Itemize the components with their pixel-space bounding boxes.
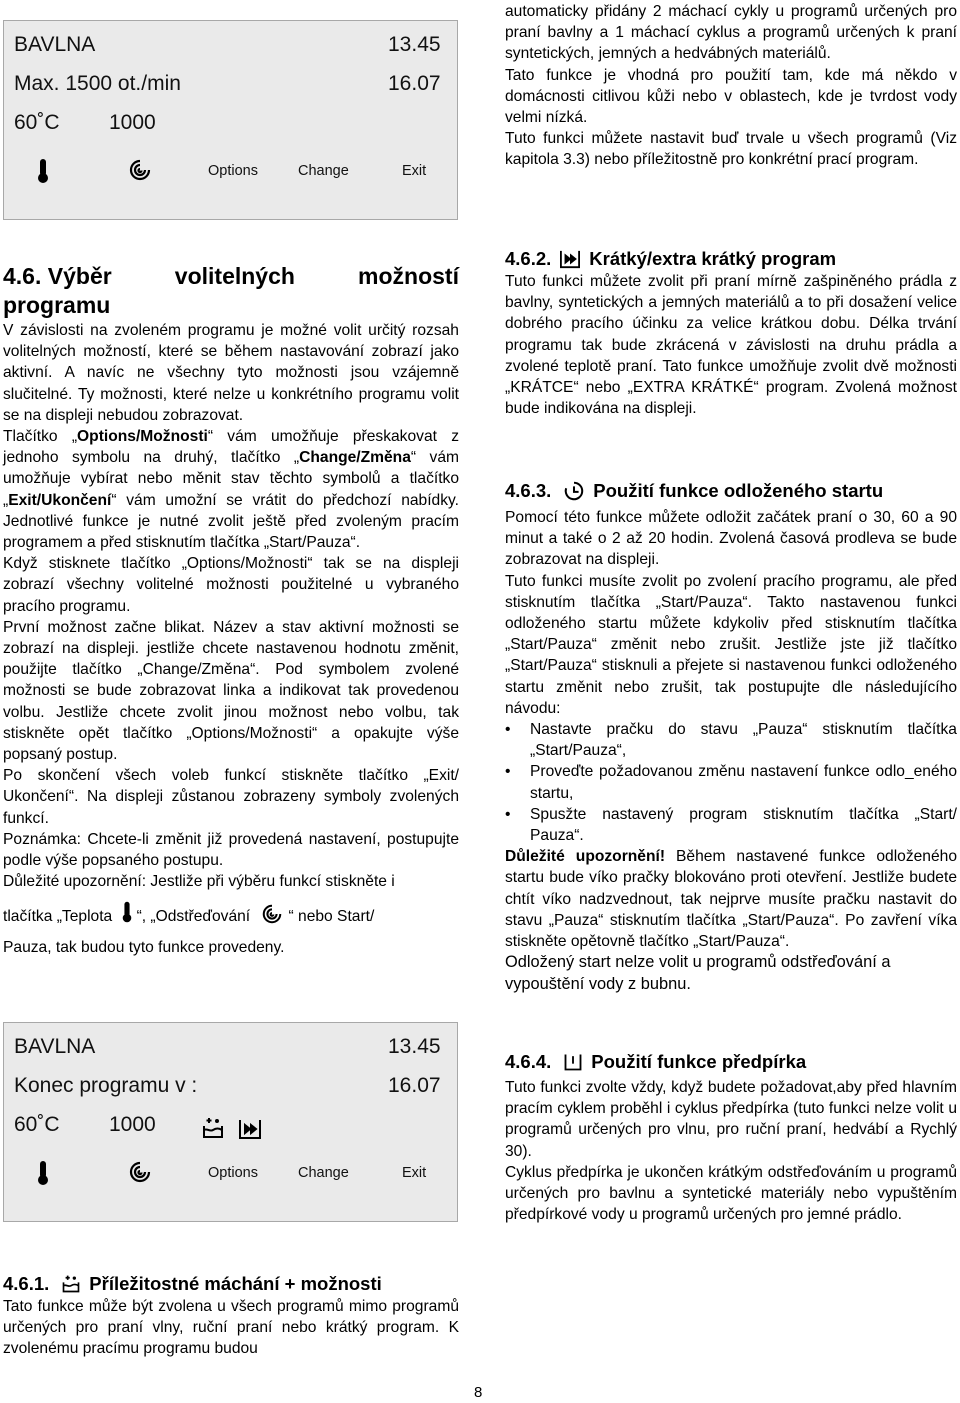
short-program-icon [559, 249, 581, 269]
subsection-title: 4.6.1. Příležitostné máchání + možnosti [3, 1273, 382, 1294]
rinse-plus-icon [61, 1274, 81, 1294]
display-temp: 60˚C [14, 111, 60, 134]
paragraph: Tuto funkci můžete nastavit buď trvale u všech programů (Viz kapitola 3.3) nebo příležitostně pro konkrétní prací program. [505, 130, 957, 169]
thermometer-icon[interactable] [36, 1160, 50, 1191]
display-panel-1 [3, 20, 458, 220]
section-4-6 [3, 262, 459, 961]
display-program: BAVLNA [14, 33, 96, 56]
list-item: • Nastavte pračku do stavu „Pauza“ stisknutím tlačítka „Start/Pauza“, [505, 721, 957, 760]
section-number: 4.6. [3, 263, 42, 289]
subsection-title: 4.6.4. Použití funkce předpírka [505, 1051, 807, 1072]
page-number: 8 [474, 1384, 483, 1401]
section-4-6-3 [505, 479, 957, 995]
paragraph: Důležité upozornění: Jestliže při výběru funkcí stiskněte i [3, 873, 395, 891]
section-title-word: Výběr [47, 263, 112, 289]
display-program: BAVLNA [14, 1035, 96, 1058]
display-speed: Max. 1500 ot./min [14, 72, 181, 95]
list-item: • Spusžte nastavený program stisknutím tlačítka „Start/ Pauza“. [505, 805, 957, 845]
paragraph: Cyklus předpírka je ukončen krátkým odstřeďováním u programů určených pro bavlnu a syntetické materiály nebo vypuštěním předpírkové vody u programů určených pro jemné prádlo. [505, 1163, 957, 1224]
section-title-word: volitelných [174, 263, 295, 289]
subsection-title: 4.6.3. Použití funkce odloženého startu [505, 480, 884, 501]
exit-button[interactable]: Exit [402, 163, 427, 179]
thermometer-icon [121, 900, 133, 933]
paragraph: tlačítka „Teplota “, „Odstřeďování “ nebo Start/ Pauza, tak budou tyto funkce provedeny. [3, 900, 459, 961]
display-temp: 60˚C [14, 1113, 60, 1136]
paragraph: Tato funkce může být zvolena u všech programů mimo programů určených pro praní vlny, ruční praní nebo krátký program. K zvolenému pracímu programu budou [3, 1298, 459, 1358]
display-panel-2 [3, 1022, 458, 1222]
prewash-icon [563, 1052, 583, 1072]
paragraph: Odložený start nelze volit u programů odstřeďování a vypouštění vody z bubnu. [505, 953, 891, 993]
display-status: Konec programu v : [14, 1074, 198, 1097]
options-button[interactable]: Options [208, 1165, 258, 1181]
spin-icon[interactable] [128, 1160, 152, 1189]
rinse-plus-icon [201, 1116, 225, 1145]
steps-list [505, 719, 957, 846]
paragraph: Poznámka: Chcete-li změnit již provedená nastavení, postupujte podle výše popsaného postupu. [3, 830, 459, 870]
display-spin: 1000 [109, 111, 156, 134]
display-time2: 16.07 [388, 1074, 441, 1097]
paragraph: Tato funkce je vhodná pro použití tam, kde má někdo v domácnosti citlivou kůži nebo v oblastech, kde je tvrdost vody velmi nízká. [505, 66, 957, 127]
paragraph: Tuto funkci zvolte vždy, když budete požadovat,aby před hlavním pracím cyklem proběhl i cyklus předpírka (tuto funkci nelze volit u programů určených pro vlnu, pro ruční praní, hedvábí a Rychlý 30). [505, 1079, 957, 1160]
paragraph: Pomocí této funkce můžete odložit začátek praní o 30, 60 a 90 minut a také o 2 až 20 hodin. Zvolená časová prodleva se bude zobrazovat na displeji. [505, 509, 957, 569]
paragraph: Tuto funkci můžete zvolit při praní mírně zašpiněného prádla z bavlny, syntetických a jemných materiálů a to při dosažení velice dobrého pracího účinku za velice krátkou dobu. Délka trvání programu tak bude zkrácená v závislosti na druhu prádla a zvolené teplotě praní. Tato funkce umožňuje zvolit dvě možnosti „KRÁTCE“ nebo „EXTRA KRÁTKÉ“ program. Zvolená možnost bude indikována na displeji. [505, 273, 957, 418]
display-time1: 13.45 [388, 1035, 441, 1058]
paragraph: Po skončení všech voleb funkcí stiskněte tlačítko „Exit/ Ukončení“. Na displeji zůstanou zobrazeny symboly zvolených funkcí. [3, 767, 459, 827]
change-button[interactable]: Change [298, 163, 349, 179]
paragraph: Tlačítko „Options/Možnosti“ vám umožňuje přeskakovat z jednoho symbolu na druhý, tlačítko „Change/Změna“ vám umožňuje vybírat nebo měnit stav těchto symbolů a tlačítko „Exit/Ukončení“ vám umožní se vrátit do předchozí nabídky. Jednotlivé funkce je nutné zvolit ještě před zvoleným pracím programem a před stisknutím tlačítka „Start/Pauza“. [3, 428, 459, 552]
change-button[interactable]: Change [298, 1165, 349, 1181]
display-button-row [4, 153, 457, 199]
exit-button[interactable]: Exit [402, 1165, 427, 1181]
options-button[interactable]: Options [208, 163, 258, 179]
section-title-word: možností [358, 263, 459, 289]
display-spin: 1000 [109, 1113, 156, 1136]
paragraph: automaticky přidány 2 máchací cykly u programů určených pro praní bavlny a 1 máchací cyklus a programů určených k praní syntetických, jemných a hedvábných materiálů. [505, 3, 957, 63]
display-time1: 13.45 [388, 33, 441, 56]
short-program-icon [238, 1118, 262, 1145]
section-title-line2: programu [3, 292, 111, 318]
paragraph: První možnost začne blikat. Název a stav aktivní možnosti se zobrazí na displeji. jestliže chcete nastavenou hodnotu změnit, použijte tlačítko „Change/Změna“. Pod symbolem zvolené možnosti se bude zobrazovat linka a indikovat tak provedenou volbu. Jestliže chcete zvolit jinou možnost nebo volbu, tak stiskněte opět tlačítko „Options/Možnosti“ a opakujte výše popsaný postup. [3, 618, 459, 764]
section-4-6-1 [3, 1272, 459, 1360]
section-4-6-2 [505, 247, 957, 419]
section-4-6-4 [505, 1050, 957, 1225]
delay-start-icon [563, 480, 585, 502]
subsection-title: 4.6.2. Krátký/extra krátký program [505, 248, 837, 269]
paragraph: V závislosti na zvoleném programu je možné volit určitý rozsah volitelných možností, které se během nastavování zobrazí jako aktivní. A navíc ne všechny tyto možnosti jsou vzájemně slučitelné. Ty možnosti, které nelze u konkrétního programu volit se na displeji nebudou zobrazovat. [3, 322, 459, 424]
spin-icon[interactable] [128, 158, 152, 187]
warning-paragraph: Důležité upozornění! Během nastavené funkce odloženého startu bude víko pračky blokováno proti otevření. Jestliže budete chtít víko nadzvednout, tak nejprve musíte pračku nastavit do stavu „Pauza“ stisknutím tlačítka „Start/Pauza“. Po zavření víka stiskněte opětovně tlačítko „Start/Pauza“. [505, 848, 957, 951]
display-time2: 16.07 [388, 72, 441, 95]
paragraph: Tuto funkci musíte zvolit po zvolení pracího programu, ale před stisknutím tlačítka „Start/Pauza“. Takto nastavenou funkci odloženého startu můžete kdykoliv před stisknutím tlačítka „Start/Pauza“ změnit nebo zrušit. Jestliže jste již tlačítko „Start/Pauza“ stisknuli a přejete si nastavenou funkci odloženého startu změnit nebo zrušit, tak postupujte dle následujícího návodu: [505, 572, 957, 717]
section-4-6-1-continued [505, 1, 957, 171]
display-button-row [4, 1155, 457, 1201]
paragraph: Když stisknete tlačítko „Options/Možnosti“ tak se na displeji zobrazí všechny volitelné možnosti použitelné u vybraného pracího programu. [3, 555, 459, 615]
spin-icon [261, 903, 283, 934]
section-title [3, 262, 459, 291]
list-item: • Proveďte požadovanou změnu nastavení funkce odlo_eného startu, [505, 763, 957, 802]
thermometer-icon[interactable] [36, 158, 50, 189]
